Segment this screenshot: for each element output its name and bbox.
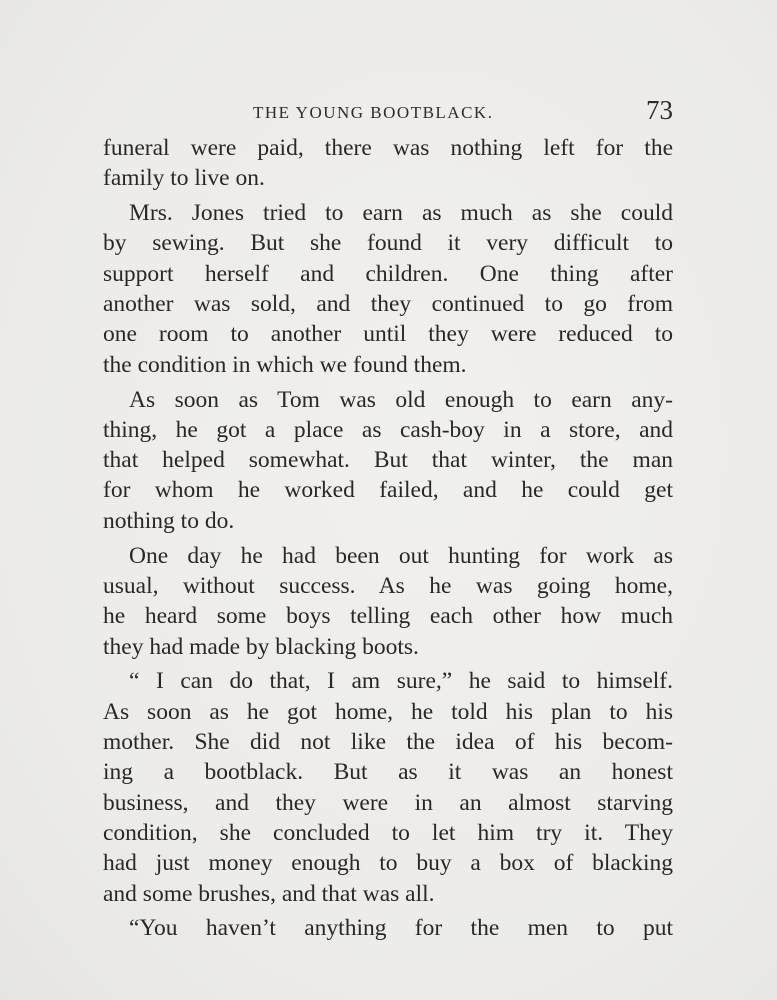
text-line: the condition in which we found them. [103,351,467,378]
text-line: had just money enough to buy a box of blacking [103,850,673,877]
text-line: for whom he worked failed, and he could get [103,477,673,504]
text-line: and some brushes, and that was all. [103,880,435,907]
text-line: usual, without success. As he was going home, [103,572,673,599]
running-title: THE YOUNG BOOTBLACK. [253,103,494,122]
text-line: they had made by blacking boots. [103,633,419,660]
text-line: one room to another until they were reduced to [103,321,673,348]
text-line: Mrs. Jones tried to earn as much as she could [129,200,673,227]
text-line: mother. She did not like the idea of his becom- [103,729,673,756]
text-line: “You haven’t anything for the men to put [129,915,673,942]
text-line: As soon as Tom was old enough to earn any- [129,386,673,413]
page-number: 73 [646,95,673,125]
text-line: One day he had been out hunting for work as [129,542,673,569]
text-line: support herself and children. One thing after [103,260,673,287]
text-line: condition, she concluded to let him try it. They [103,819,673,846]
text-line: thing, he got a place as cash-boy in a store, and [103,416,673,443]
text-line: “ I can do that, I am sure,” he said to himself. [129,668,673,695]
page-header [103,95,673,131]
text-line: As soon as he got home, he told his plan to his [103,698,673,725]
text-line: by sewing. But she found it very difficult to [103,230,673,257]
text-line: that helped somewhat. But that winter, the man [103,447,673,474]
text-line: he heard some boys telling each other how much [103,603,673,630]
text-line: another was sold, and they continued to go from [103,291,673,318]
text-line: funeral were paid, there was nothing left for the [103,135,673,161]
text-line: ing a bootblack. But as it was an honest [103,759,673,786]
text-line: family to live on. [103,165,265,192]
text-line: business, and they were in an almost starving [103,789,673,816]
text-line: nothing to do. [103,507,235,534]
body-text [103,133,673,944]
